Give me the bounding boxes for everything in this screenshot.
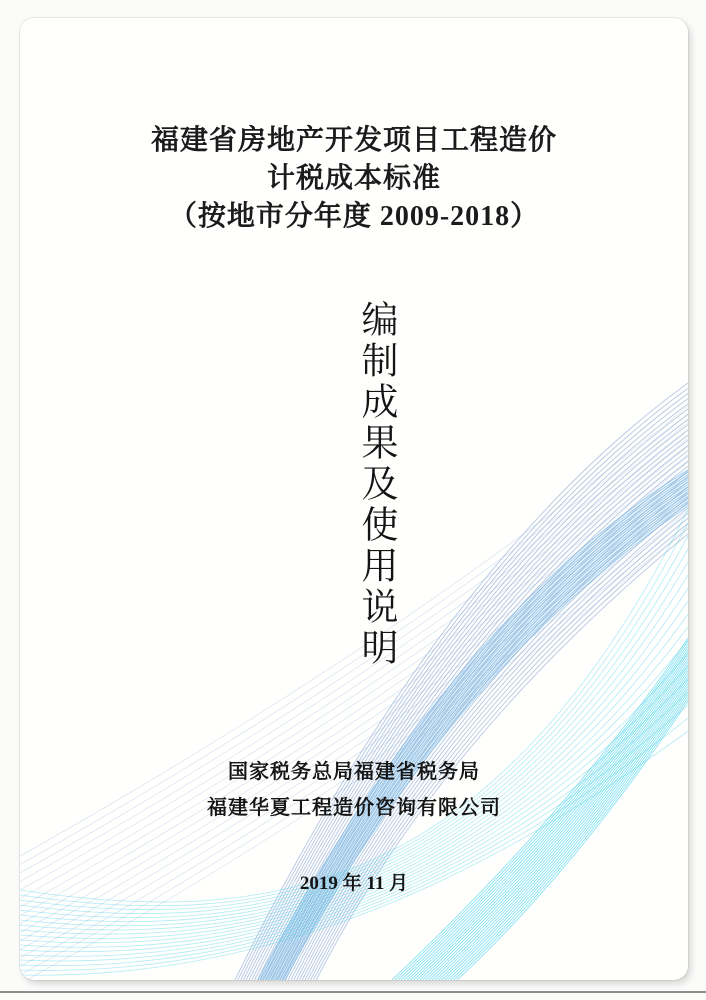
title-block [20, 122, 688, 236]
document-title-line-2: 计税成本标准 [266, 163, 441, 194]
document-title-line-1: 福建省房地产开发项目工程造价 [150, 125, 557, 156]
scan-edge-line [0, 991, 706, 993]
document-title-line-3: （按地市分年度 2009-2018） [168, 201, 540, 232]
publication-date: 2019 年 11 月 [299, 873, 409, 894]
organization-line-2: 福建华夏工程造价咨询有限公司 [207, 797, 501, 819]
organization-block [20, 761, 688, 833]
vertical-subtitle: 编制成果及使用说明 [355, 300, 396, 669]
document-page [20, 18, 688, 980]
organization-line-1: 国家税务总局福建省税务局 [228, 761, 480, 783]
